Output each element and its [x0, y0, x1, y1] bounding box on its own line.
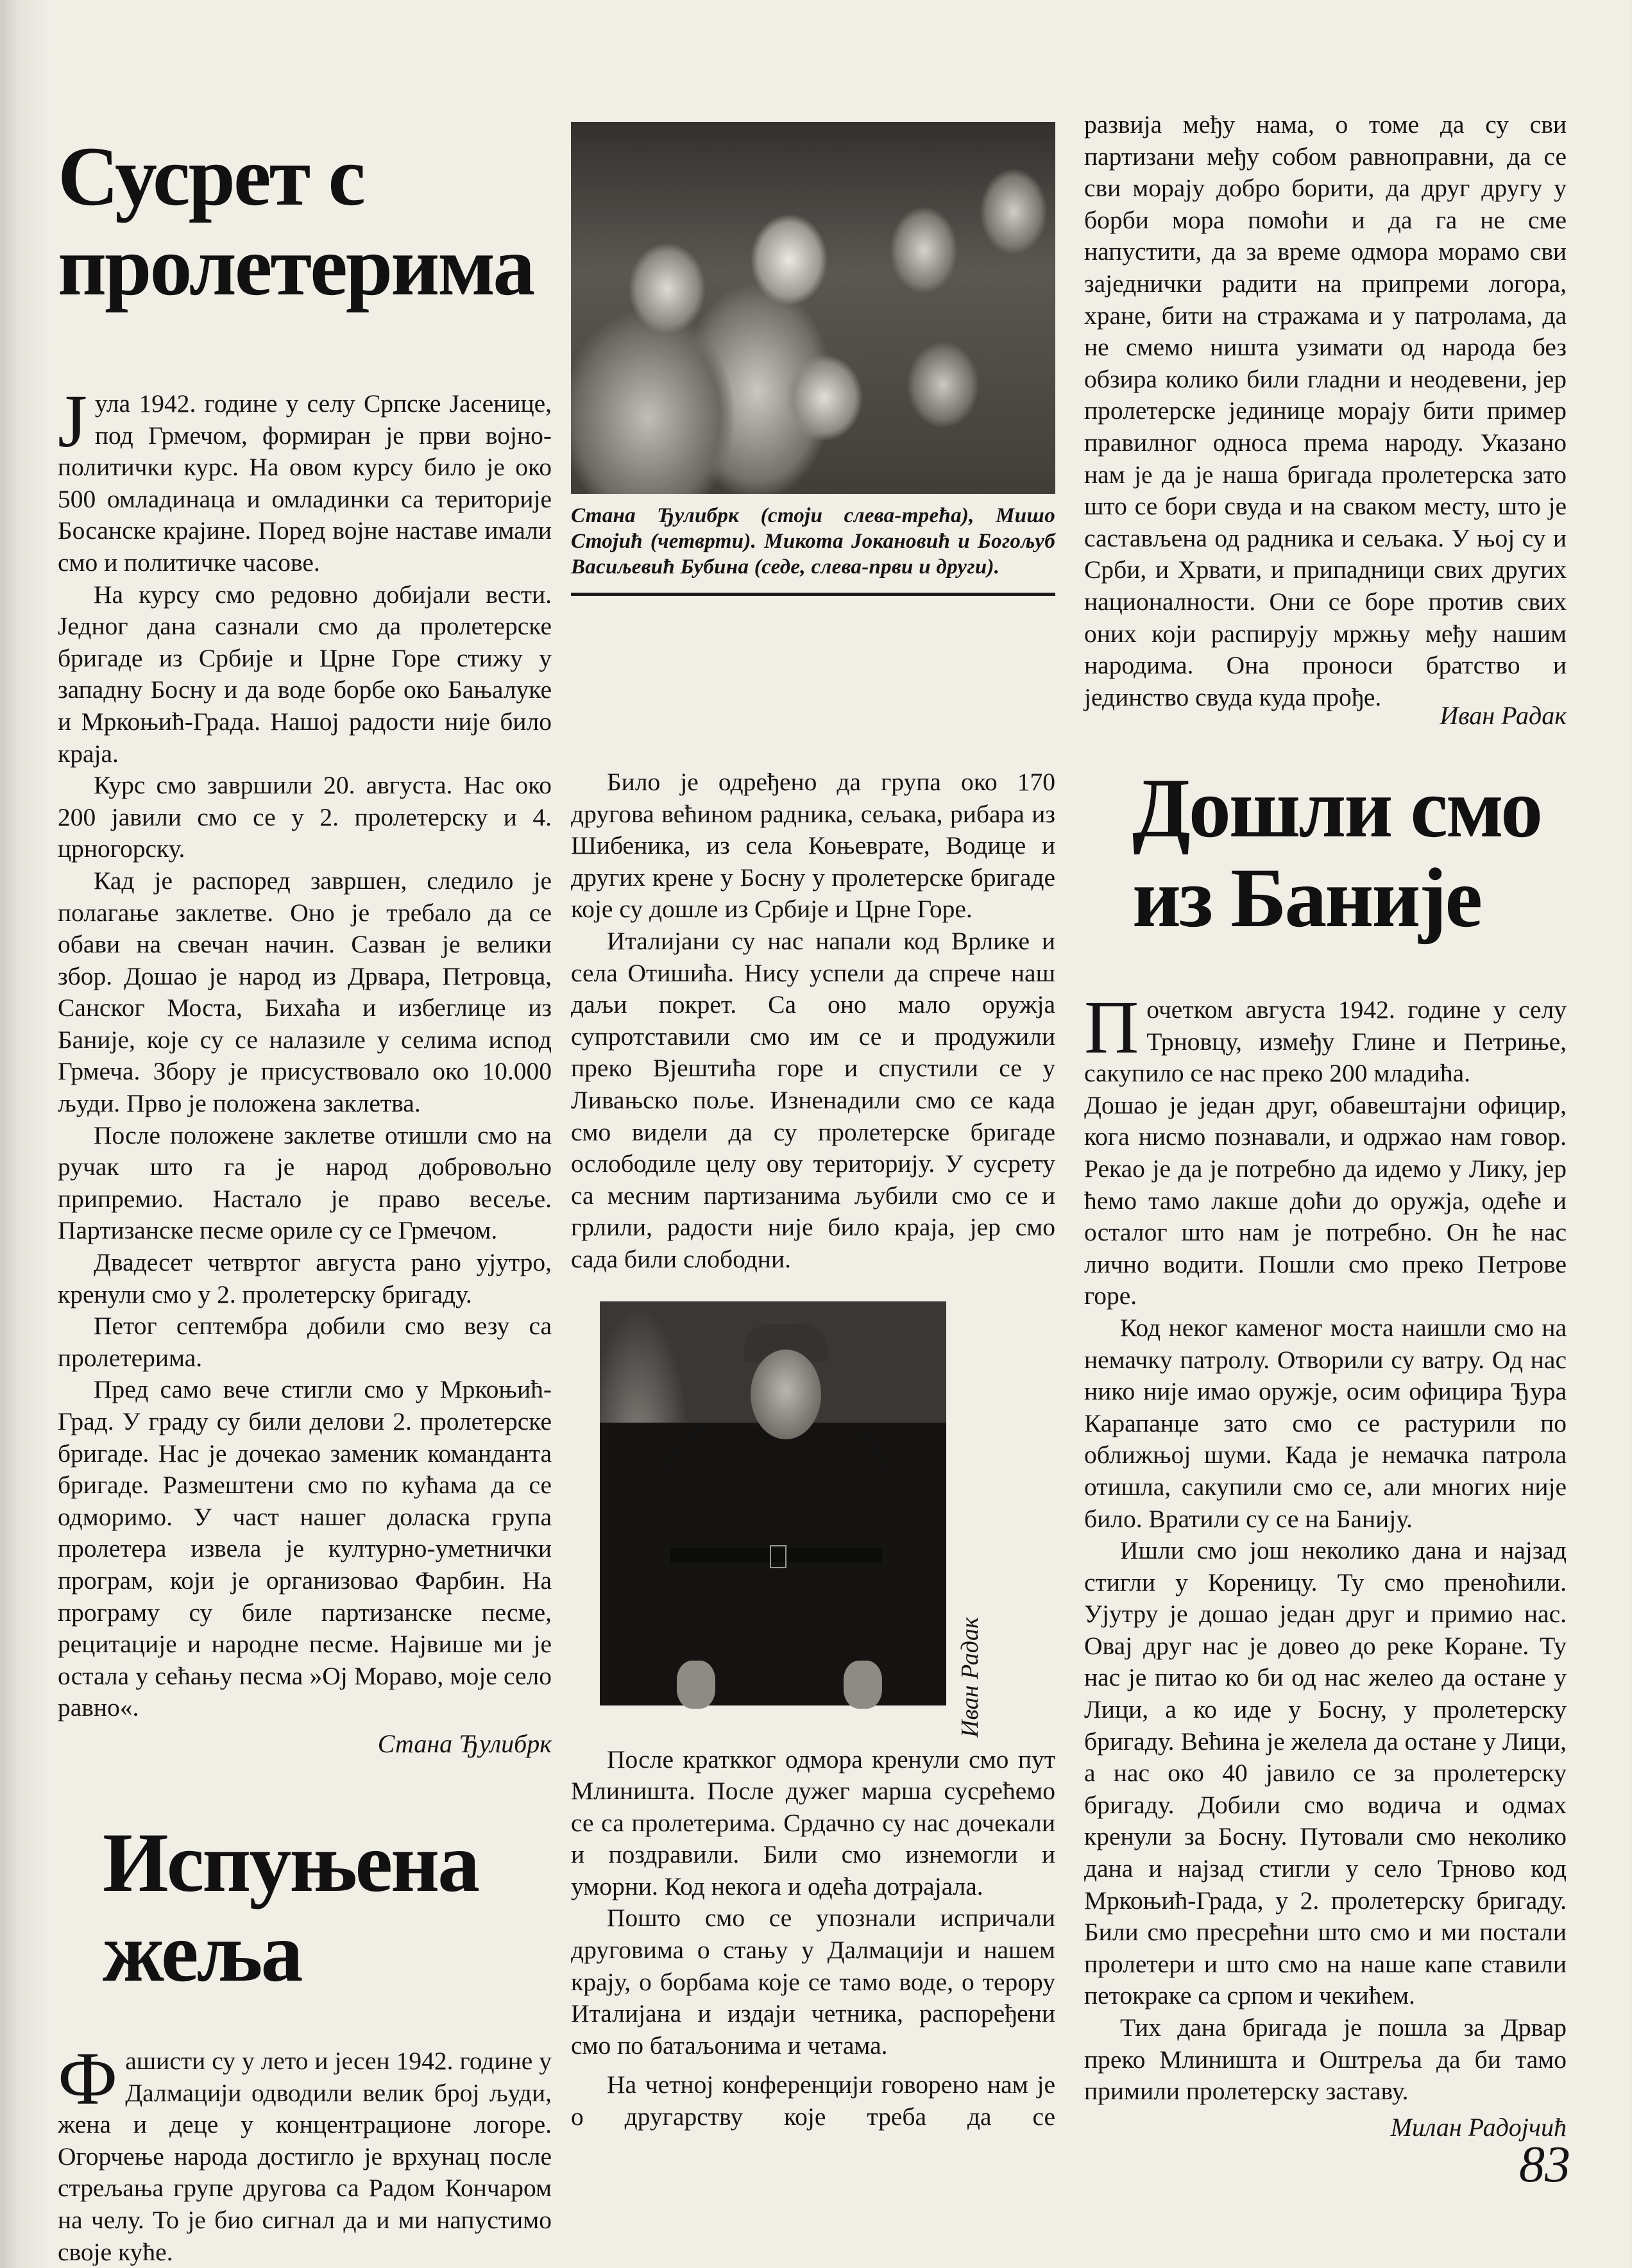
paragraph [58, 379, 552, 579]
portrait-photo-block [571, 1301, 1055, 1744]
paragraph: Курс смо завршили 20. августа. Нас око 200 јавили смо се у 2. пролетерску и 4. црногорску. [58, 771, 552, 863]
photo-detail [770, 1545, 786, 1568]
paragraph: Дошао је један друг, обавештајни официр, кога нисмо познавали, и одржао нам говор. Рекао је да је потребно да идемо у Лику, јер ћемо тамо лакше доћи до оружја, одеће и осталог што нам је потребно. Он ће нас лично водити. Пошли смо преко Петрове горе. [1084, 1090, 1567, 1310]
headline-susret [58, 131, 552, 311]
headline-line-1: Дошли смо [1132, 761, 1542, 855]
paragraph: Пред само вече стигли смо у Мркоњић-Град. У граду су били делови 2. пролетерске бригаде. Нас је дочекао заменик команданта бригаде. Размештени смо по кућама да се одморимо. У част нашег доласка група пролетера извела је културно-уметнички програм, који је организовао Фарбин. На програму су биле партизанске песме, рецитације и народне песме. Највише ми је остала у сећању песма »Ој Мораво, моје село равно«. [58, 1375, 552, 1722]
paragraph: Било је одређено да група око 170 другова већином радника, сељака, рибара из Шибеника, из села Коњеврате, Водице и других крене у Босну у пролетерске бригаде које су дошле из Србије и Црне Горе. [571, 768, 1055, 924]
paragraph [58, 2036, 552, 2268]
headline-line-2: из Баније [1132, 851, 1481, 945]
headline-line-2: пролетерима [58, 219, 534, 313]
photo-detail [844, 1661, 882, 1709]
paragraph [1084, 985, 1567, 1090]
paragraph-text: ула 1942. године у селу Српске Јасенице, под Грмечом, формиран је први војно-политички курс. На овом курсу било је око 500 омладинаца и омладинки са територије Босанске крајине. Поред војне наставе имали смо и политичке часове. [58, 389, 552, 577]
drop-cap: П [1084, 985, 1139, 1069]
headline-ispunjena [58, 1815, 552, 1999]
paragraph: Код неког каменог моста наишли смо на немачку патролу. Отворили су ватру. Од нас нико није имао оружје, осим официра Ђура Карапанџе зато смо се растурили по оближњој шуми. Када је немачка патрола отишла, сакупили смо се, али многих није било. Вратили су се на Банију. [1084, 1313, 1567, 1533]
paragraph-continuation: развија међу нама, о томе да су сви партизани међу собом равноправни, да се сви морају добро борити, да друг другу у борби мора помоћи и да га не сме напустити, да за време одмора морамо сви заједнички радити на припреми логора, хране, бити на стражама и у патролама, да не смемо ништа узимати од народа без обзира колико били гладни и неодевени, јер пролетерске јединице морају бити пример правилног односа према народу. Указано нам је да је наша бригада пролетерска зато што се бори свуда и на сваком месту, што је састављена од радника и сељака. У њој су и Срби, и Хрвати, и припадници свих других националности. Они се боре против свих оних који распирују мржњу међу нашим народима. Она проноси братство и јединство свуда куда прође. [1084, 110, 1567, 711]
author-signature: Стана Ђулибрк [377, 1729, 552, 1758]
paragraph: После краткког одмора кренули смо пут Млиништа. После дужег марша сусрећемо се са пролетерима. Срдачно су нас дочекали и поздравили. Били смо изнемогли и уморни. Код некога и одећа дотрајала. [571, 1745, 1055, 1900]
page-number: 83 [1519, 2137, 1570, 2193]
paragraph: Двадесет четвртог августа рано ујутро, кренули смо у 2. пролетерску бригаду. [58, 1248, 552, 1308]
headline-line-1: Сусрет с [58, 129, 364, 223]
article-body-susret [58, 379, 552, 1760]
article-body-dosli [1084, 985, 1567, 2144]
paragraph: Ишли смо још неколико дана и најзад стигли у Кореницу. Ту смо преноћили. Ујутру је дошао један друг и примио нас. Овај друг нас је довео до реке Кoране. Ту нас је питао ко би од нас желео да остане у Лици, а ко иде у Босну, у пролетерску бригаду. Већина је желела да остане у Лици, а нас око 40 јавило се за пролетерску бригаду. Добили смо водича и одмах кренули за Босну. Путовали смо неколико дана и најзад стигли у село Трново код Мркоњић-Града, у 2. пролетерску бригаду. Били смо пресрећни што смо и ми постали пролетери и што смо на наше капе ставили петокраке са српом и чекићем. [1084, 1536, 1567, 2010]
photo-detail [677, 1661, 715, 1709]
paragraph: Тих дана бригада је пошла за Дрвар преко Млиништа и Оштреља да би тамо примили пролетерску заставу. [1084, 2013, 1567, 2106]
photo-caption: Стана Ђулибрк (стоји слева-трећа), Мишо Стојић (четврти). Микота Јокановић и Богољуб Васиљевић Бубина (седе, слева-први и други). [571, 504, 1055, 579]
article-body-ispunjena-start [58, 2036, 552, 2268]
column-left [58, 0, 552, 2268]
divider-rule [571, 593, 1055, 596]
headline-line-2: жеља [103, 1904, 302, 1999]
drop-cap: Ф [58, 2036, 118, 2120]
paragraph: На курсу смо редовно добијали вести. Једног дана сазнали смо да пролетерске бригаде из Србије и Црне Горе стижу у западну Босну и да воде борбе око Бањалуке и Мркоњић-Града. Нашој радости није било краја. [58, 580, 552, 768]
drop-cap: J [58, 379, 87, 463]
paragraph: Пошто смо се упознали испричали друговима о стању у Далмацији и нашем крају, о борбама које се тамо воде, о терору Италијана и издаји четника, распоређени смо по батаљонима и четама. [571, 1904, 1055, 2060]
paragraph: После положене заклетве отишли смо на ручак што га је народ добровољно припремио. Настало је право весеље. Партизанске песме ориле су се Грмечом. [58, 1121, 552, 1245]
paragraph-text: очетком августа 1942. године у селу Трновцу, између Глине и Петриње, сакупило се нас преко 200 младића. [1084, 995, 1567, 1088]
paragraph: Петог септембра добили смо везу са пролетерима. [58, 1312, 552, 1372]
portrait-credit: Иван Радак [956, 1616, 983, 1738]
column-middle-text [571, 766, 1055, 2133]
paragraph: Кад је распоред завршен, следило је полагање заклетве. Оно је требало да се обави на свечан начин. Сазван је велики збор. Дошао је народ из Дрвара, Петровца, Санског Моста, Бихаћа и избеглице из Баније, које су се налазиле у селима испод Грмеча. Збору је присуствовало око 10.000 људи. Прво је положена заклетва. [58, 866, 552, 1118]
author-signature: Милан Радојчић [1390, 2112, 1567, 2142]
headline-dosli [1084, 763, 1567, 943]
group-photo [571, 122, 1055, 494]
headline-line-1: Испуњена [103, 1815, 479, 1909]
photo-detail [751, 1350, 821, 1439]
paragraph-text: ашисти су у лето и јесен 1942. године у Далмацији одводили велик број људи, жена и деце у концентрационе логоре. Огорчење народа достигло је врхунац после стрељања групе другова са Радом Кончаром на челу. То је био сигнал да и ми напустимо своје куће. [58, 2046, 552, 2266]
column-right-continuation [1084, 109, 1567, 711]
portrait-photo [600, 1301, 946, 1705]
author-signature: Иван Радак [1440, 701, 1567, 730]
paragraph: На четној конференцији говорено нам је о другарству које треба да се [571, 2070, 1055, 2131]
paragraph: Италијани су нас напали код Врлике и села Отишића. Нису успели да спрече наш даљи покрет. Са оно мало оружја супротставили смо им се и продужили преко Вјештића горе и спустили се у Ливањско поље. Изненадили смо се када смо видели да су пролетерске бригаде ослободиле целу ову територију. У сусрету са месним партизанима љубили смо се и грлили, радости није било краја, јер смо сада били слободни. [571, 926, 1055, 1273]
